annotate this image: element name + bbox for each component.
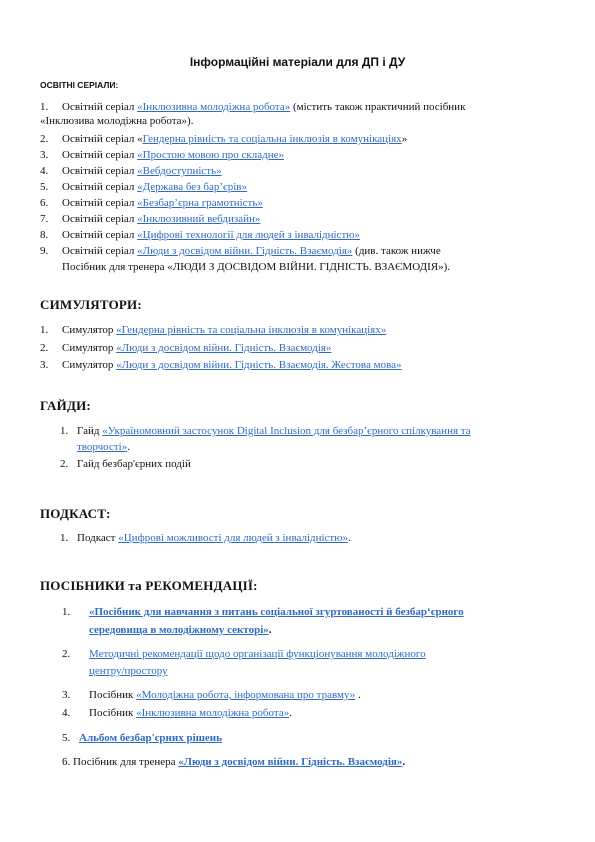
manual-link-social-cohesion[interactable]: «Посібник для навчання з питань соціальної згуртованості й безбар‘єрного xyxy=(89,606,464,618)
list-number: 2. xyxy=(40,342,49,354)
manual-link-social-cohesion-cont[interactable]: середовища в молодіжному секторі» xyxy=(89,624,269,636)
simulator-link-gender-equality[interactable]: «Гендерна рівність та соціальна інклюзія в комунікаціях» xyxy=(116,324,387,336)
section-heading-series: ОСВІТНІ СЕРІАЛИ: xyxy=(40,80,119,90)
list-number: 4. xyxy=(40,165,49,177)
item-text: Посібник xyxy=(89,689,137,701)
series-link-barrier-free-literacy[interactable]: «Безбар’єрна грамотність» xyxy=(137,197,263,209)
list-number: 9. xyxy=(40,245,49,257)
item-text: Гайд xyxy=(77,425,103,437)
list-item xyxy=(62,323,386,337)
item-text: Симулятор xyxy=(62,324,117,336)
item-text: Посібник xyxy=(89,707,137,719)
item-text: Освітній серіал « xyxy=(62,133,143,145)
item-text: . xyxy=(355,689,361,701)
list-number: 6. xyxy=(40,197,49,209)
item-text: Освітній серіал xyxy=(62,245,138,257)
list-item xyxy=(62,196,263,210)
manual-link-barrier-free-album[interactable]: Альбом безбар'єрних рішень xyxy=(79,732,222,744)
list-item xyxy=(62,180,247,194)
section-heading-simulators: СИМУЛЯТОРИ: xyxy=(40,297,142,312)
guide-link-digital-inclusion-app-cont[interactable]: творчості» xyxy=(77,441,128,453)
list-item xyxy=(62,358,402,372)
item-text: Симулятор xyxy=(62,359,117,371)
item-text: Подкаст xyxy=(77,532,119,544)
item-text: Освітній серіал xyxy=(62,165,138,177)
item-continuation xyxy=(89,623,272,637)
list-item xyxy=(89,605,464,619)
series-link-plain-language[interactable]: «Простою мовою про складне» xyxy=(137,149,285,161)
item-continuation xyxy=(89,664,168,678)
item-text: . xyxy=(268,624,272,636)
list-number: 5. xyxy=(40,181,49,193)
list-number: 1. xyxy=(60,532,69,544)
manual-link-trainer-war-experience[interactable]: «Люди з досвідом війни. Гідність. Взаємодія» xyxy=(178,756,403,768)
podcast-link-digital-opportunities[interactable]: «Цифрові можливості для людей з інвалідністю» xyxy=(118,532,348,544)
series-link-gender-equality[interactable]: Гендерна рівність та соціальна інклюзія в комунікаціях xyxy=(142,133,402,145)
list-number: 3. xyxy=(40,359,49,371)
list-number: 1. xyxy=(40,101,49,113)
list-number: 3. xyxy=(62,689,71,701)
list-item xyxy=(89,706,292,720)
page-title: Інформаційні матеріали для ДП і ДУ xyxy=(189,55,406,69)
item-continuation xyxy=(77,440,130,454)
item-text: (містить також практичний посібник xyxy=(290,101,466,113)
item-text: Освітній серіал xyxy=(62,149,138,161)
list-item xyxy=(62,341,331,355)
series-link-inclusive-youth-work[interactable]: «Інклюзивна молодіжна робота» xyxy=(137,101,291,113)
list-number: 1. xyxy=(62,606,71,618)
list-number: 5. xyxy=(62,732,71,744)
manual-link-inclusive-youth-work[interactable]: «Інклюзивна молодіжна робота» xyxy=(136,707,290,719)
list-item xyxy=(62,755,405,769)
manual-link-trauma-informed[interactable]: «Молодіжна робота, інформована про травму» xyxy=(136,689,356,701)
section-heading-guides: ГАЙДИ: xyxy=(40,398,91,413)
item-text: Освітній серіал xyxy=(62,101,138,113)
simulator-link-war-experience[interactable]: «Люди з досвідом війни. Гідність. Взаємодія» xyxy=(116,342,332,354)
list-number: 8. xyxy=(40,229,49,241)
item-text: 6. Посібник для тренера xyxy=(62,756,179,768)
simulator-link-sign-language[interactable]: «Люди з досвідом війни. Гідність. Взаємодія. Жестова мова» xyxy=(116,359,402,371)
item-text: Освітній серіал xyxy=(62,213,138,225)
item-text: Симулятор xyxy=(62,342,117,354)
series-link-digital-tech-disability[interactable]: «Цифрові технології для людей з інвалідністю» xyxy=(137,229,360,241)
list-item xyxy=(89,688,361,702)
series-link-war-experience[interactable]: «Люди з досвідом війни. Гідність. Взаємодія» xyxy=(137,245,353,257)
item-text: Освітній серіал xyxy=(62,181,138,193)
list-number: 2. xyxy=(62,648,71,660)
item-text: . xyxy=(402,756,406,768)
item-continuation: «Інклюзива молодіжна робота»). xyxy=(40,115,194,127)
list-item: Гайд безбар'єрних подій xyxy=(77,458,191,470)
item-text: . xyxy=(347,532,351,544)
item-text: . xyxy=(289,707,292,719)
list-item xyxy=(62,228,360,242)
list-item xyxy=(77,424,471,438)
list-number: 2. xyxy=(40,133,49,145)
list-number: 4. xyxy=(62,707,71,719)
item-text: (див. також нижче xyxy=(352,245,441,257)
list-item xyxy=(62,244,441,258)
list-item xyxy=(62,132,407,146)
item-continuation: Посібник для тренера «ЛЮДИ З ДОСВІДОМ ВІЙНИ. ГІДНІСТЬ. ВЗАЄМОДІЯ»). xyxy=(62,261,451,273)
section-heading-podcast: ПОДКАСТ: xyxy=(40,506,111,521)
list-item xyxy=(62,212,260,226)
item-text: . xyxy=(127,441,130,453)
series-link-web-accessibility[interactable]: «Вебдоступність» xyxy=(137,165,222,177)
series-link-state-without-barriers[interactable]: «Держава без бар’єрів» xyxy=(137,181,248,193)
list-number: 1. xyxy=(60,425,69,437)
list-number: 3. xyxy=(40,149,49,161)
list-item xyxy=(62,148,284,162)
guide-link-digital-inclusion-app[interactable]: «Україномовний застосунок Digital Inclusion для безбар’єрного спілкування та xyxy=(102,425,471,437)
series-link-inclusive-web-design[interactable]: «Інклюзивний вебдизайн» xyxy=(137,213,261,225)
item-text: Освітній серіал xyxy=(62,197,138,209)
list-item xyxy=(89,647,426,661)
list-item xyxy=(79,731,222,745)
item-text: Освітній серіал xyxy=(62,229,138,241)
list-number: 7. xyxy=(40,213,49,225)
section-heading-manuals: ПОСІБНИКИ та РЕКОМЕНДАЦІЇ: xyxy=(40,578,258,593)
list-item xyxy=(62,164,222,178)
item-text: » xyxy=(401,133,408,145)
list-number: 2. xyxy=(60,458,69,470)
list-item xyxy=(62,100,465,114)
list-number: 1. xyxy=(40,324,49,336)
list-item xyxy=(77,531,351,545)
manual-link-youth-center-guidelines-cont[interactable]: центру/простору xyxy=(89,665,168,677)
manual-link-youth-center-guidelines[interactable]: Методичні рекомендації щодо організації функціонування молодіжного xyxy=(89,648,426,660)
